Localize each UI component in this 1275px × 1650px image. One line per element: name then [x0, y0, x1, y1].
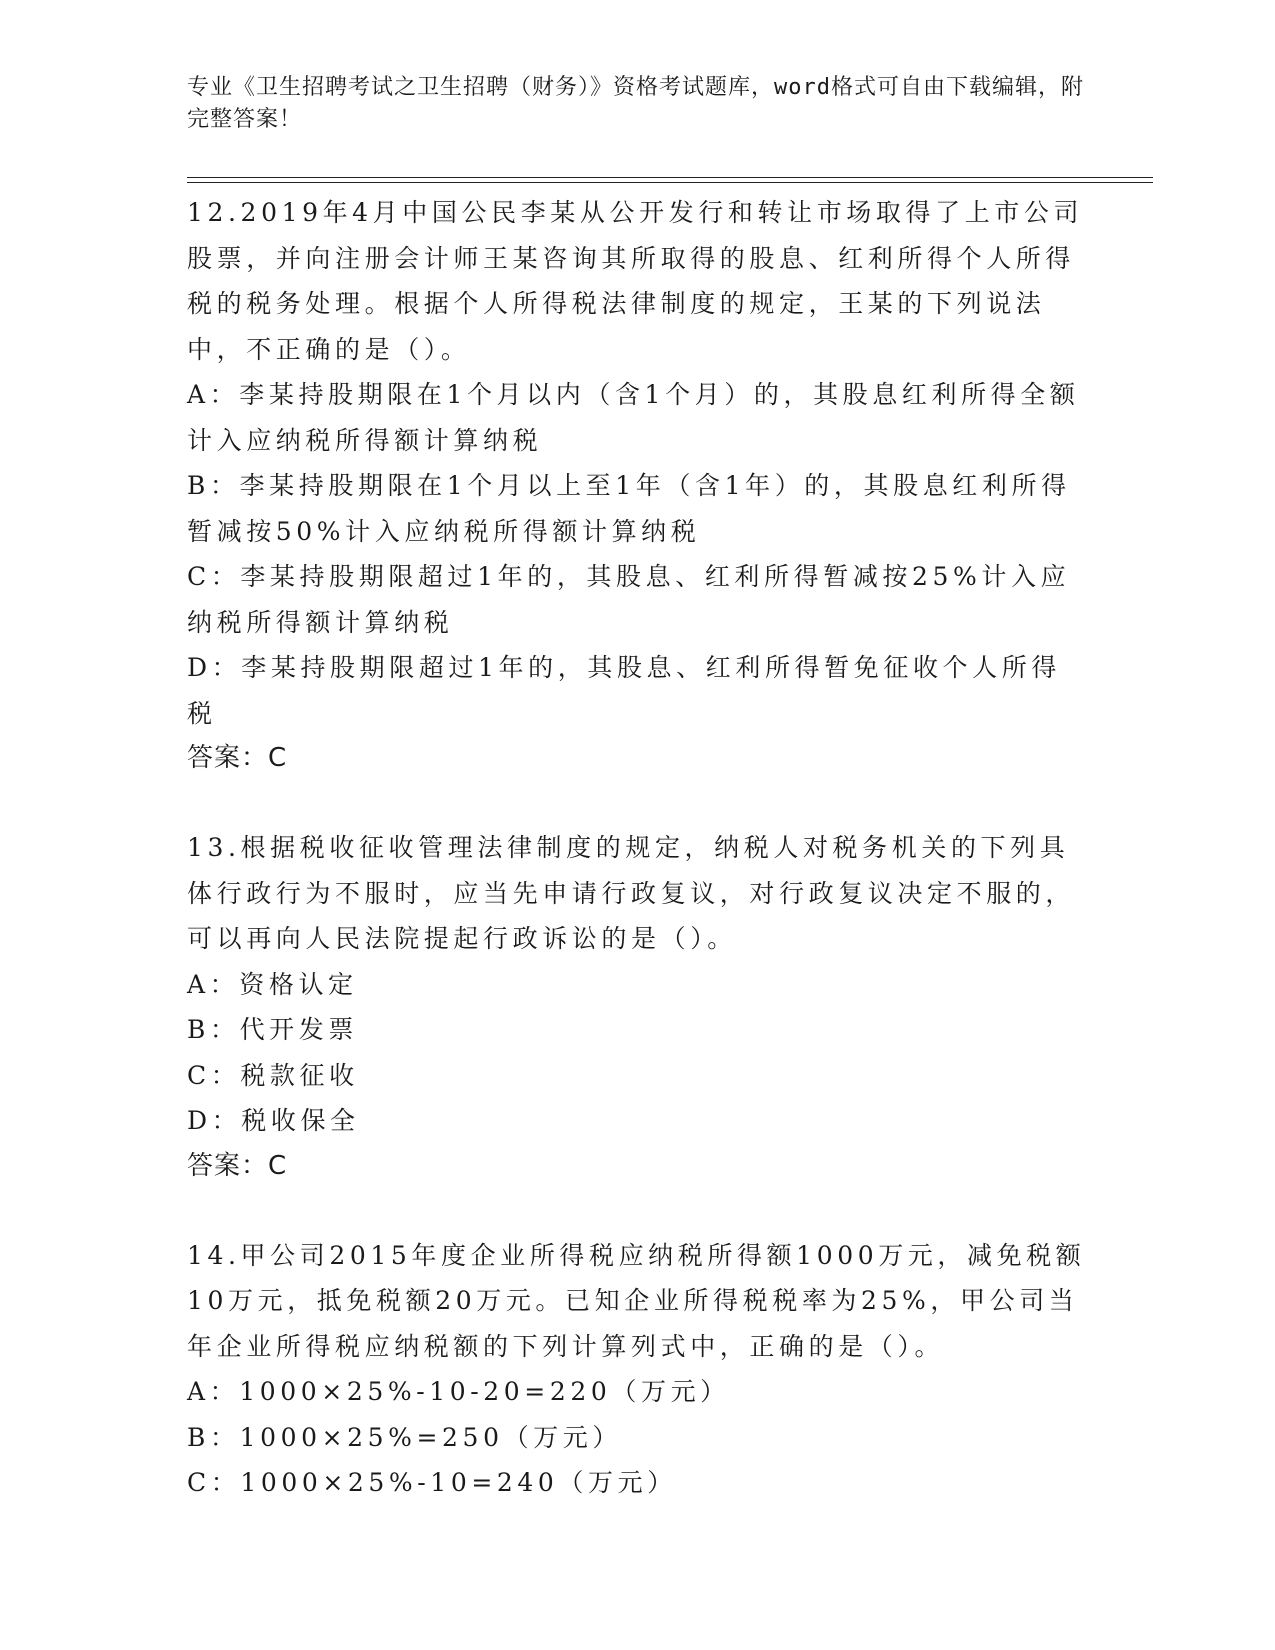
answer-label: 答案：C [187, 1150, 288, 1181]
header-divider-bottom [187, 182, 1153, 183]
question-text: 13.根据税收征收管理法律制度的规定，纳税人对税务机关的下列具体行政行为不服时，应当先申请行政复议，对行政复议决定不服的，可以再向人民法院提起行政诉讼的是（）。 [187, 833, 1076, 953]
option-c: C：李某持股期限超过1年的，其股息、红利所得暂减按25%计入应纳税所得额计算纳税 [187, 562, 1071, 637]
question-text: 12.2019年4月中国公民李某从公开发行和转让市场取得了上市公司股票，并向注册会计师王某咨询其所取得的股息、红利所得个人所得税的税务处理。根据个人所得税法律制度的规定，王某的下列说法中，不正确的是（）。 [187, 198, 1084, 364]
question-12 [187, 190, 1087, 781]
option-b: B：李某持股期限在1个月以上至1年（含1年）的，其股息红利所得暂减按50%计入应纳税所得额计算纳税 [187, 471, 1071, 546]
option-a: A：1000×25%-10-20=220（万元） [187, 1377, 730, 1406]
answer-label: 答案：C [187, 743, 288, 773]
option-c: C：税款征收 [187, 1060, 359, 1090]
question-text: 14.甲公司2015年度企业所得税应纳税所得额1000万元，减免税额10万元，抵免税额20万元。已知企业所得税税率为25%，甲公司当年企业所得税应纳税额的下列计算列式中，正确的是（）。 [187, 1240, 1086, 1361]
option-b: B：1000×25%=250（万元） [187, 1422, 622, 1452]
option-d: D：税收保全 [187, 1106, 360, 1135]
option-d: D：李某持股期限超过1年的，其股息、红利所得暂免征收个人所得税 [187, 653, 1061, 728]
question-14 [187, 1233, 1087, 1506]
question-list [187, 190, 1087, 1550]
header-divider-top [187, 177, 1153, 178]
option-b: B：代开发票 [187, 1015, 358, 1044]
question-13 [187, 825, 1087, 1189]
option-a: A：资格认定 [187, 969, 358, 999]
option-a: A：李某持股期限在1个月以内（含1个月）的，其股息红利所得全额计入应纳税所得额计算纳税 [187, 380, 1080, 455]
option-c: C：1000×25%-10=240（万元） [187, 1468, 677, 1497]
document-header: 专业《卫生招聘考试之卫生招聘（财务）》资格考试题库，word格式可自由下载编辑，附完整答案！ [187, 75, 1084, 132]
